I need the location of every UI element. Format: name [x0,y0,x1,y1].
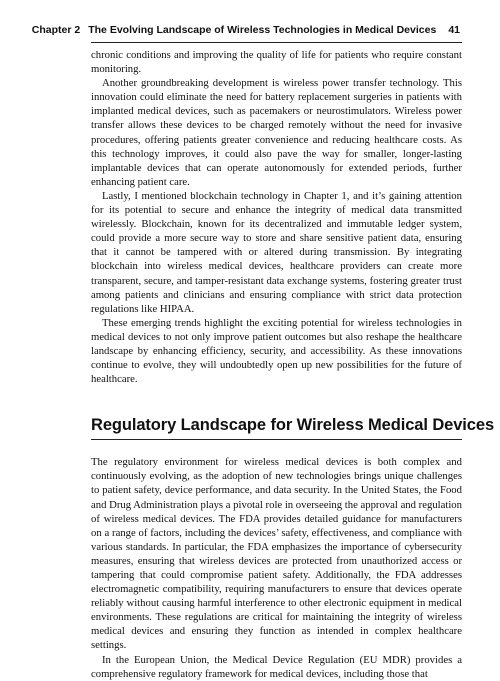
paragraph: In the European Union, the Medical Device Regulation (EU MDR) provides a comprehensive regulatory framework for medical devices, including those that [91,653,462,680]
paragraph: These emerging trends highlight the exciting potential for wireless technologies in medical devices to not only improve patient outcomes but also reshape the healthcare landscape by enhancing efficiency, security, and accessibility. As these innovations continue to evolve, they will undoubtedly open up new possibilities for the future of healthcare. [91,316,462,386]
section-heading: Regulatory Landscape for Wireless Medical Devices [91,415,462,440]
paragraph: Lastly, I mentioned blockchain technology in Chapter 1, and it’s gaining attention for its potential to secure and enhance the integrity of medical data transmitted wirelessly. Blockchain, known for its decentralized and immutable ledger system, could provide a more secure way to store and share sensitive patient data, ensuring that it cannot be tampered with or altered during transmission. By integrating blockchain into wireless medical devices, healthcare providers can create more transparent, secure, and tamper-resistant data exchange systems, fostering greater trust among patients and clinicians and ensuring compliance with strict data protection regulations like HIPAA. [91,189,462,315]
paragraph: chronic conditions and improving the quality of life for patients who require constant monitoring. [91,49,462,76]
header-rule [91,42,462,43]
body-text [91,48,495,681]
chapter-title: The Evolving Landscape of Wireless Technologies in Medical Devices [88,24,437,36]
running-head [31,24,460,36]
chapter-label: Chapter 2 [31,24,81,36]
paragraph: Another groundbreaking development is wireless power transfer technology. This innovation could eliminate the need for battery replacement surgeries in patients with implanted medical devices, such as pacemakers or neurostimulators. Wireless power transfer allows these devices to be charged remotely without the need for invasive procedures, offering patients greater convenience and reducing healthcare costs. As this technology improves, it could also pave the way for smaller, longer-lasting implantable devices that can operate autonomously for extended periods, further enhancing patient care. [91,77,462,188]
page-number: 41 [448,24,460,36]
paragraph: The regulatory environment for wireless medical devices is both complex and continuously evolving, as the adoption of new technologies brings unique challenges to patient safety, device performance, and data security. In the United States, the Food and Drug Administration plays a pivotal role in overseeing the approval and regulation of wireless medical devices. The FDA provides detailed guidance for manufacturers on a range of factors, including the devices’ safety, effectiveness, and compliance with various standards. In particular, the FDA emphasizes the importance of cybersecurity measures, ensuring that wireless devices are protected from unauthorized access or tampering that could compromise patient safety. Additionally, the FDA addresses electromagnetic compatibility, requiring manufacturers to ensure that devices operate reliably without causing harmful interference to other electronic equipment in medical environments. These regulations are critical for maintaining the integrity of wireless medical devices and ensuring they function as intended in complex healthcare settings. [91,456,462,652]
